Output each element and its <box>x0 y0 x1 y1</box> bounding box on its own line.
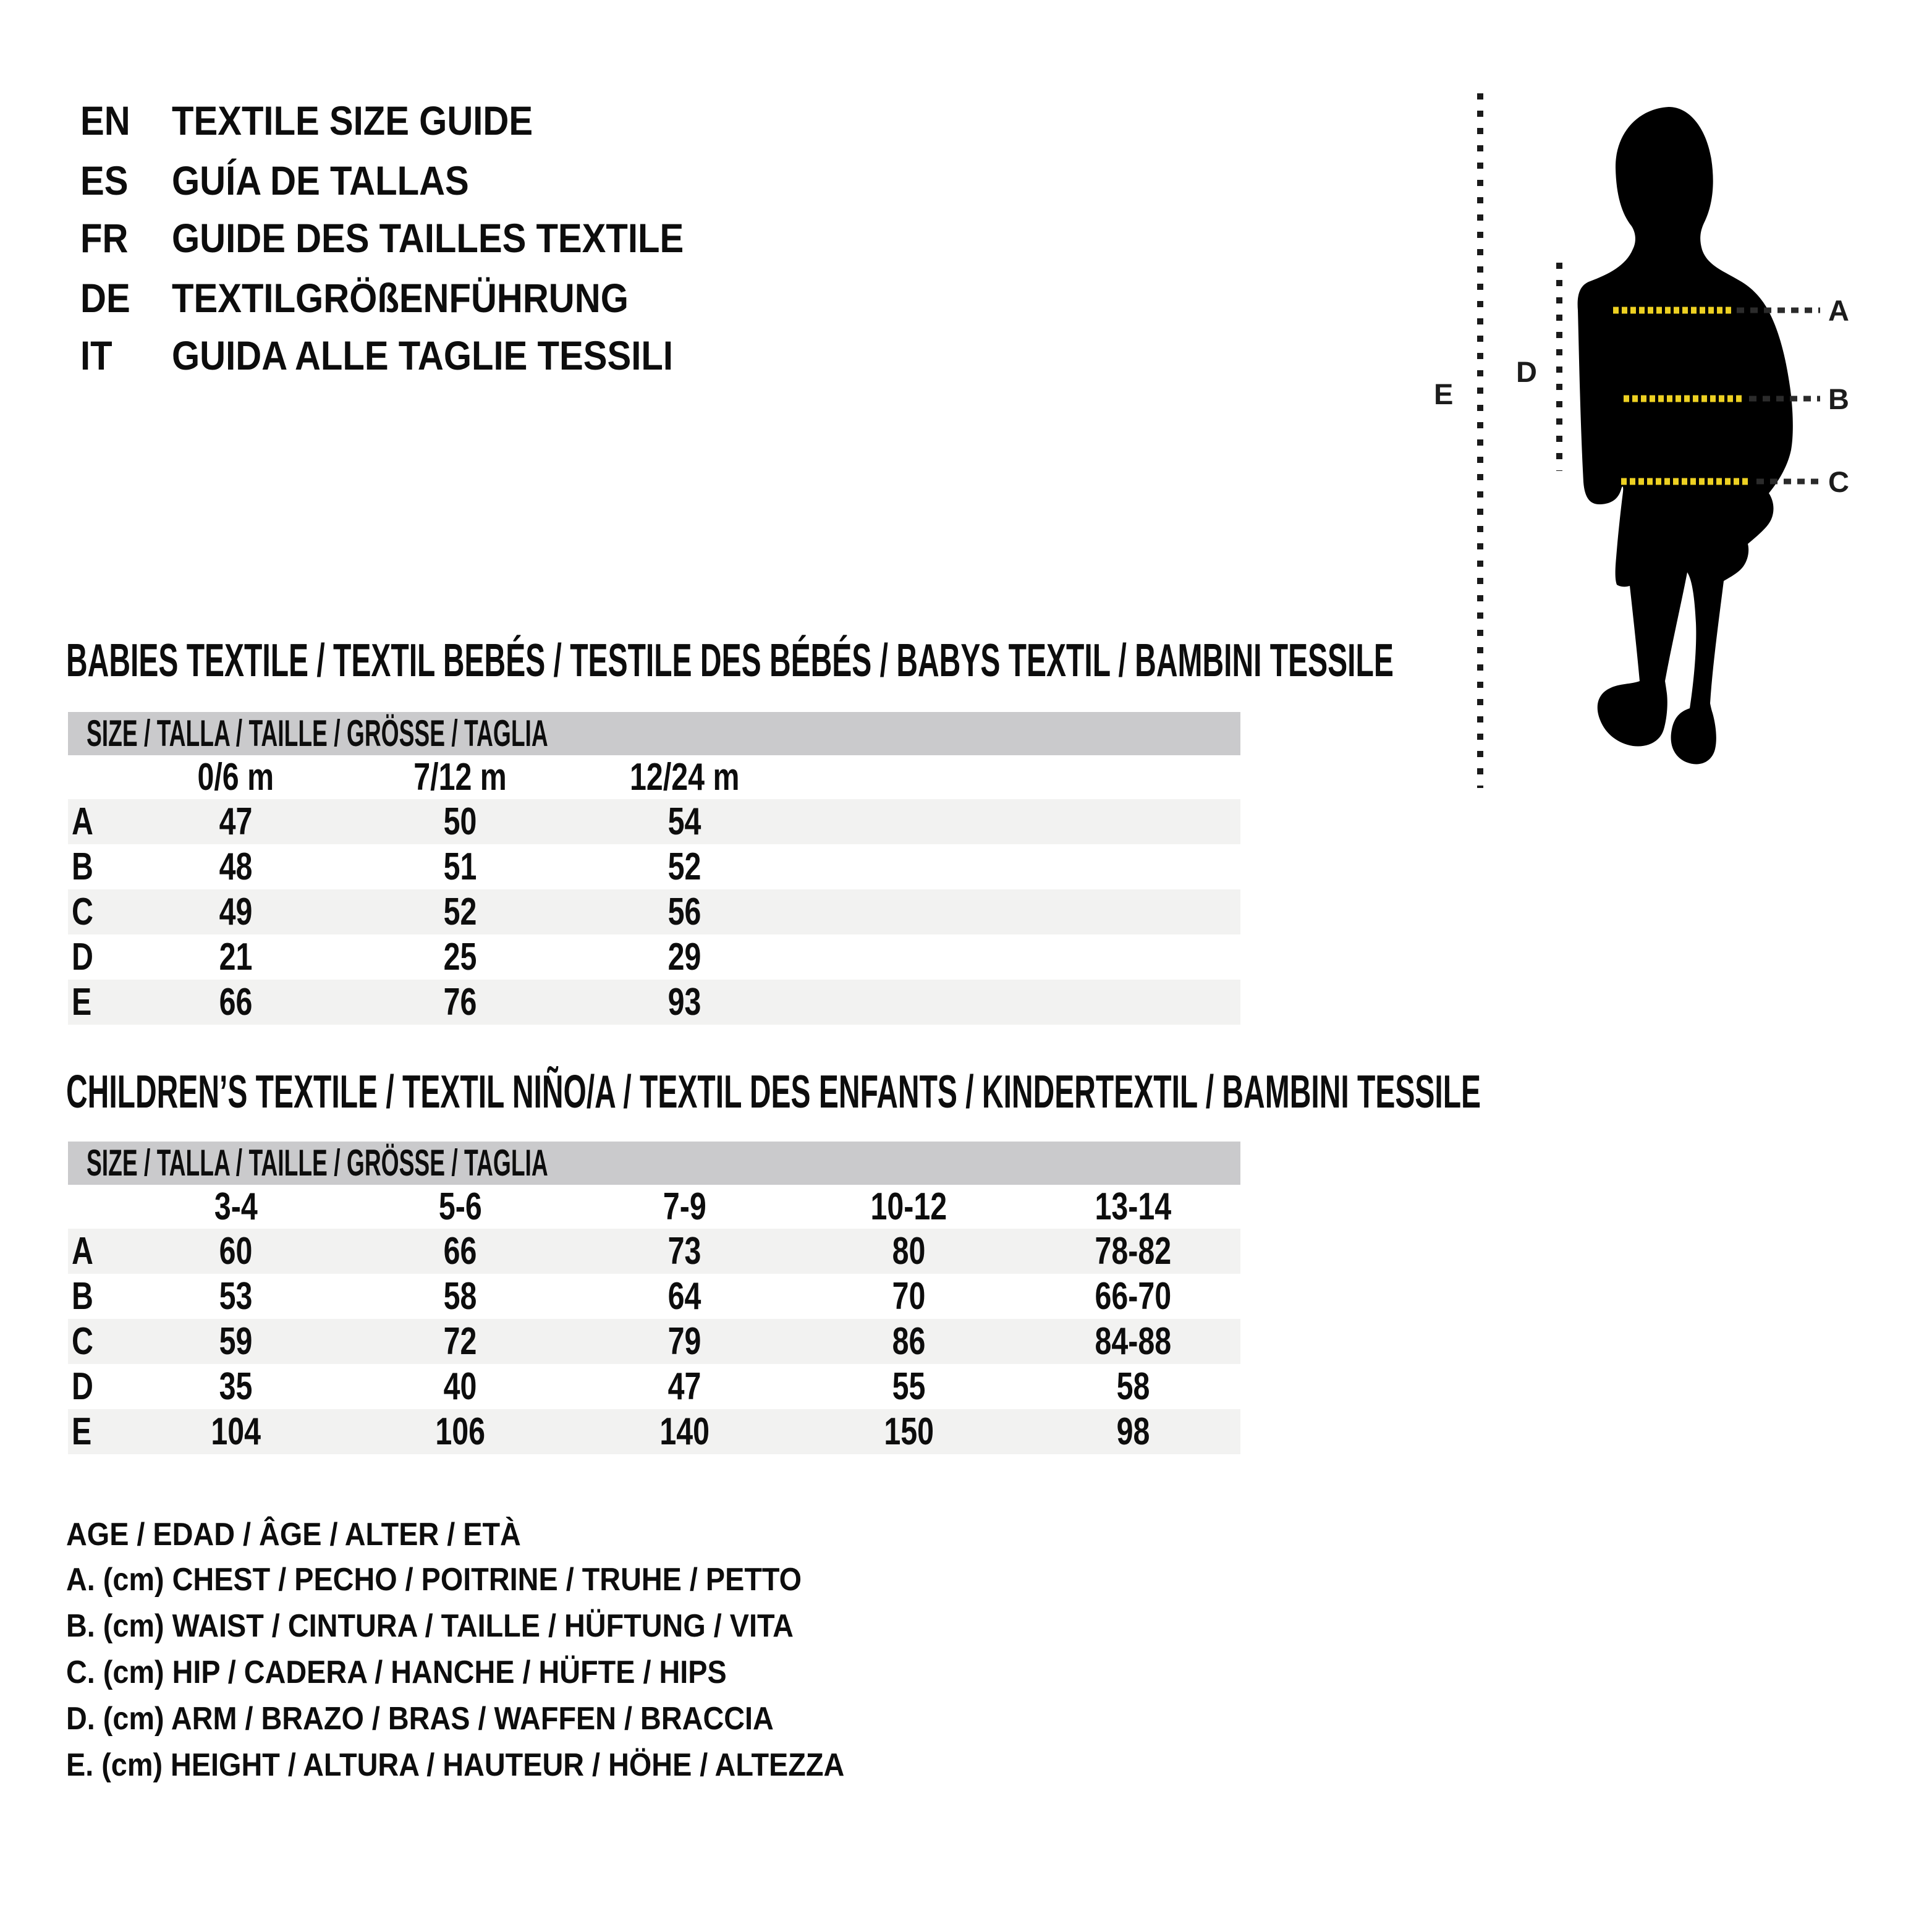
legend-age-line: AGE / EDAD / ÂGE / ALTER / ETÀ <box>66 1517 521 1553</box>
table-cell: 66 <box>219 981 253 1023</box>
table-cell: 140 <box>659 1410 710 1453</box>
figure-label-e: E <box>1434 378 1454 410</box>
babies-row-e <box>68 980 1240 1025</box>
table-cell: 53 <box>219 1275 253 1318</box>
table-cell: 93 <box>667 981 701 1023</box>
children-col-10-12: 10-12 <box>870 1185 947 1228</box>
lang-row-de <box>0 276 989 320</box>
table-cell: 47 <box>219 800 253 843</box>
figure-label-a: A <box>1828 294 1849 327</box>
legend-arm-line: D. (cm) ARM / BRAZO / BRAS / WAFFEN / BRACCIA <box>66 1701 774 1737</box>
table-cell: 98 <box>1116 1410 1150 1453</box>
table-cell: 76 <box>443 981 477 1023</box>
table-cell: 70 <box>892 1275 926 1318</box>
table-cell: 49 <box>219 891 253 933</box>
child-silhouette-diagram <box>1428 87 1916 810</box>
row-label: D <box>72 936 93 978</box>
row-label: C <box>72 891 93 933</box>
lang-title-en: TEXTILE SIZE GUIDE <box>172 98 533 143</box>
children-row-c <box>68 1319 1240 1364</box>
row-label: D <box>72 1365 93 1408</box>
lang-code-de: DE <box>80 275 130 321</box>
table-cell: 55 <box>892 1365 926 1408</box>
table-cell: 66-70 <box>1095 1275 1172 1318</box>
legend-waist-line: B. (cm) WAIST / CINTURA / TAILLE / HÜFTUNG / VITA <box>66 1608 794 1644</box>
table-cell: 59 <box>219 1320 253 1363</box>
table-cell: 84-88 <box>1095 1320 1172 1363</box>
babies-column-headers <box>68 755 1240 799</box>
table-cell: 73 <box>667 1230 701 1273</box>
table-cell: 52 <box>443 891 477 933</box>
table-cell: 58 <box>1116 1365 1150 1408</box>
babies-row-a <box>68 799 1240 844</box>
table-cell: 80 <box>892 1230 926 1273</box>
children-col-3-4: 3-4 <box>214 1185 258 1228</box>
lang-code-en: EN <box>80 98 130 143</box>
figure-label-b: B <box>1828 383 1849 415</box>
row-label: B <box>72 1275 93 1318</box>
children-col-7-9: 7-9 <box>663 1185 706 1228</box>
children-heading: CHILDREN’S TEXTILE / TEXTIL NIÑO/A / TEXTIL DES ENFANTS / KINDERTEXTIL / BAMBINI TESSILE <box>66 1066 1481 1117</box>
babies-size-header-bar: SIZE / TALLA / TAILLE / GRÖSSE / TAGLIA <box>68 712 1240 755</box>
lang-title-de: TEXTILGRÖßENFÜHRUNG <box>172 275 629 321</box>
table-cell: 56 <box>667 891 701 933</box>
table-cell: 86 <box>892 1320 926 1363</box>
children-col-5-6: 5-6 <box>438 1185 482 1228</box>
table-cell: 72 <box>443 1320 477 1363</box>
children-row-b <box>68 1274 1240 1319</box>
measurement-figure <box>1428 87 1916 810</box>
babies-col-12-24m: 12/24 m <box>629 756 740 799</box>
children-size-header-bar: SIZE / TALLA / TAILLE / GRÖSSE / TAGLIA <box>68 1142 1240 1185</box>
children-row-d <box>68 1364 1240 1409</box>
table-cell: 60 <box>219 1230 253 1273</box>
table-cell: 35 <box>219 1365 253 1408</box>
lang-title-es: GUÍA DE TALLAS <box>172 158 469 203</box>
babies-col-0-6m: 0/6 m <box>197 756 274 799</box>
row-label: B <box>72 845 93 888</box>
children-row-a <box>68 1229 1240 1274</box>
lang-row-es <box>0 159 989 202</box>
lang-row-fr <box>0 216 989 260</box>
table-cell: 64 <box>667 1275 701 1318</box>
babies-row-b <box>68 844 1240 889</box>
table-cell: 21 <box>219 936 253 978</box>
lang-code-es: ES <box>80 158 129 203</box>
legend-height-line: E. (cm) HEIGHT / ALTURA / HAUTEUR / HÖHE / ALTEZZA <box>66 1747 845 1783</box>
table-cell: 79 <box>667 1320 701 1363</box>
row-label: E <box>72 1410 92 1453</box>
table-cell: 51 <box>443 845 477 888</box>
table-cell: 29 <box>667 936 701 978</box>
table-cell: 47 <box>667 1365 701 1408</box>
table-cell: 78-82 <box>1095 1230 1172 1273</box>
legend-hip-line: C. (cm) HIP / CADERA / HANCHE / HÜFTE / HIPS <box>66 1654 727 1690</box>
row-label: A <box>72 1230 93 1273</box>
babies-row-d <box>68 934 1240 980</box>
row-label: C <box>72 1320 93 1363</box>
row-label: E <box>72 981 92 1023</box>
legend-chest-line: A. (cm) CHEST / PECHO / POITRINE / TRUHE / PETTO <box>66 1562 802 1598</box>
lang-row-en <box>0 99 989 142</box>
children-col-13-14: 13-14 <box>1095 1185 1172 1228</box>
figure-label-d: D <box>1516 355 1537 388</box>
babies-row-c <box>68 889 1240 934</box>
table-cell: 104 <box>211 1410 261 1453</box>
table-cell: 54 <box>667 800 701 843</box>
table-cell: 106 <box>435 1410 485 1453</box>
lang-code-fr: FR <box>80 215 129 261</box>
table-cell: 48 <box>219 845 253 888</box>
children-column-headers <box>68 1185 1240 1229</box>
table-cell: 58 <box>443 1275 477 1318</box>
table-cell: 66 <box>443 1230 477 1273</box>
table-cell: 52 <box>667 845 701 888</box>
lang-row-it <box>0 334 989 377</box>
table-cell: 40 <box>443 1365 477 1408</box>
row-label: A <box>72 800 93 843</box>
babies-heading: BABIES TEXTILE / TEXTIL BEBÉS / TESTILE DES BÉBÉS / BABYS TEXTIL / BAMBINI TESSILE <box>66 634 1394 686</box>
figure-label-c: C <box>1828 465 1849 498</box>
children-row-e <box>68 1409 1240 1454</box>
table-cell: 25 <box>443 936 477 978</box>
table-cell: 150 <box>884 1410 934 1453</box>
lang-code-it: IT <box>80 333 112 378</box>
table-cell: 50 <box>443 800 477 843</box>
lang-title-it: GUIDA ALLE TAGLIE TESSILI <box>172 333 673 378</box>
babies-col-7-12m: 7/12 m <box>413 756 507 799</box>
lang-title-fr: GUIDE DES TAILLES TEXTILE <box>172 215 684 261</box>
